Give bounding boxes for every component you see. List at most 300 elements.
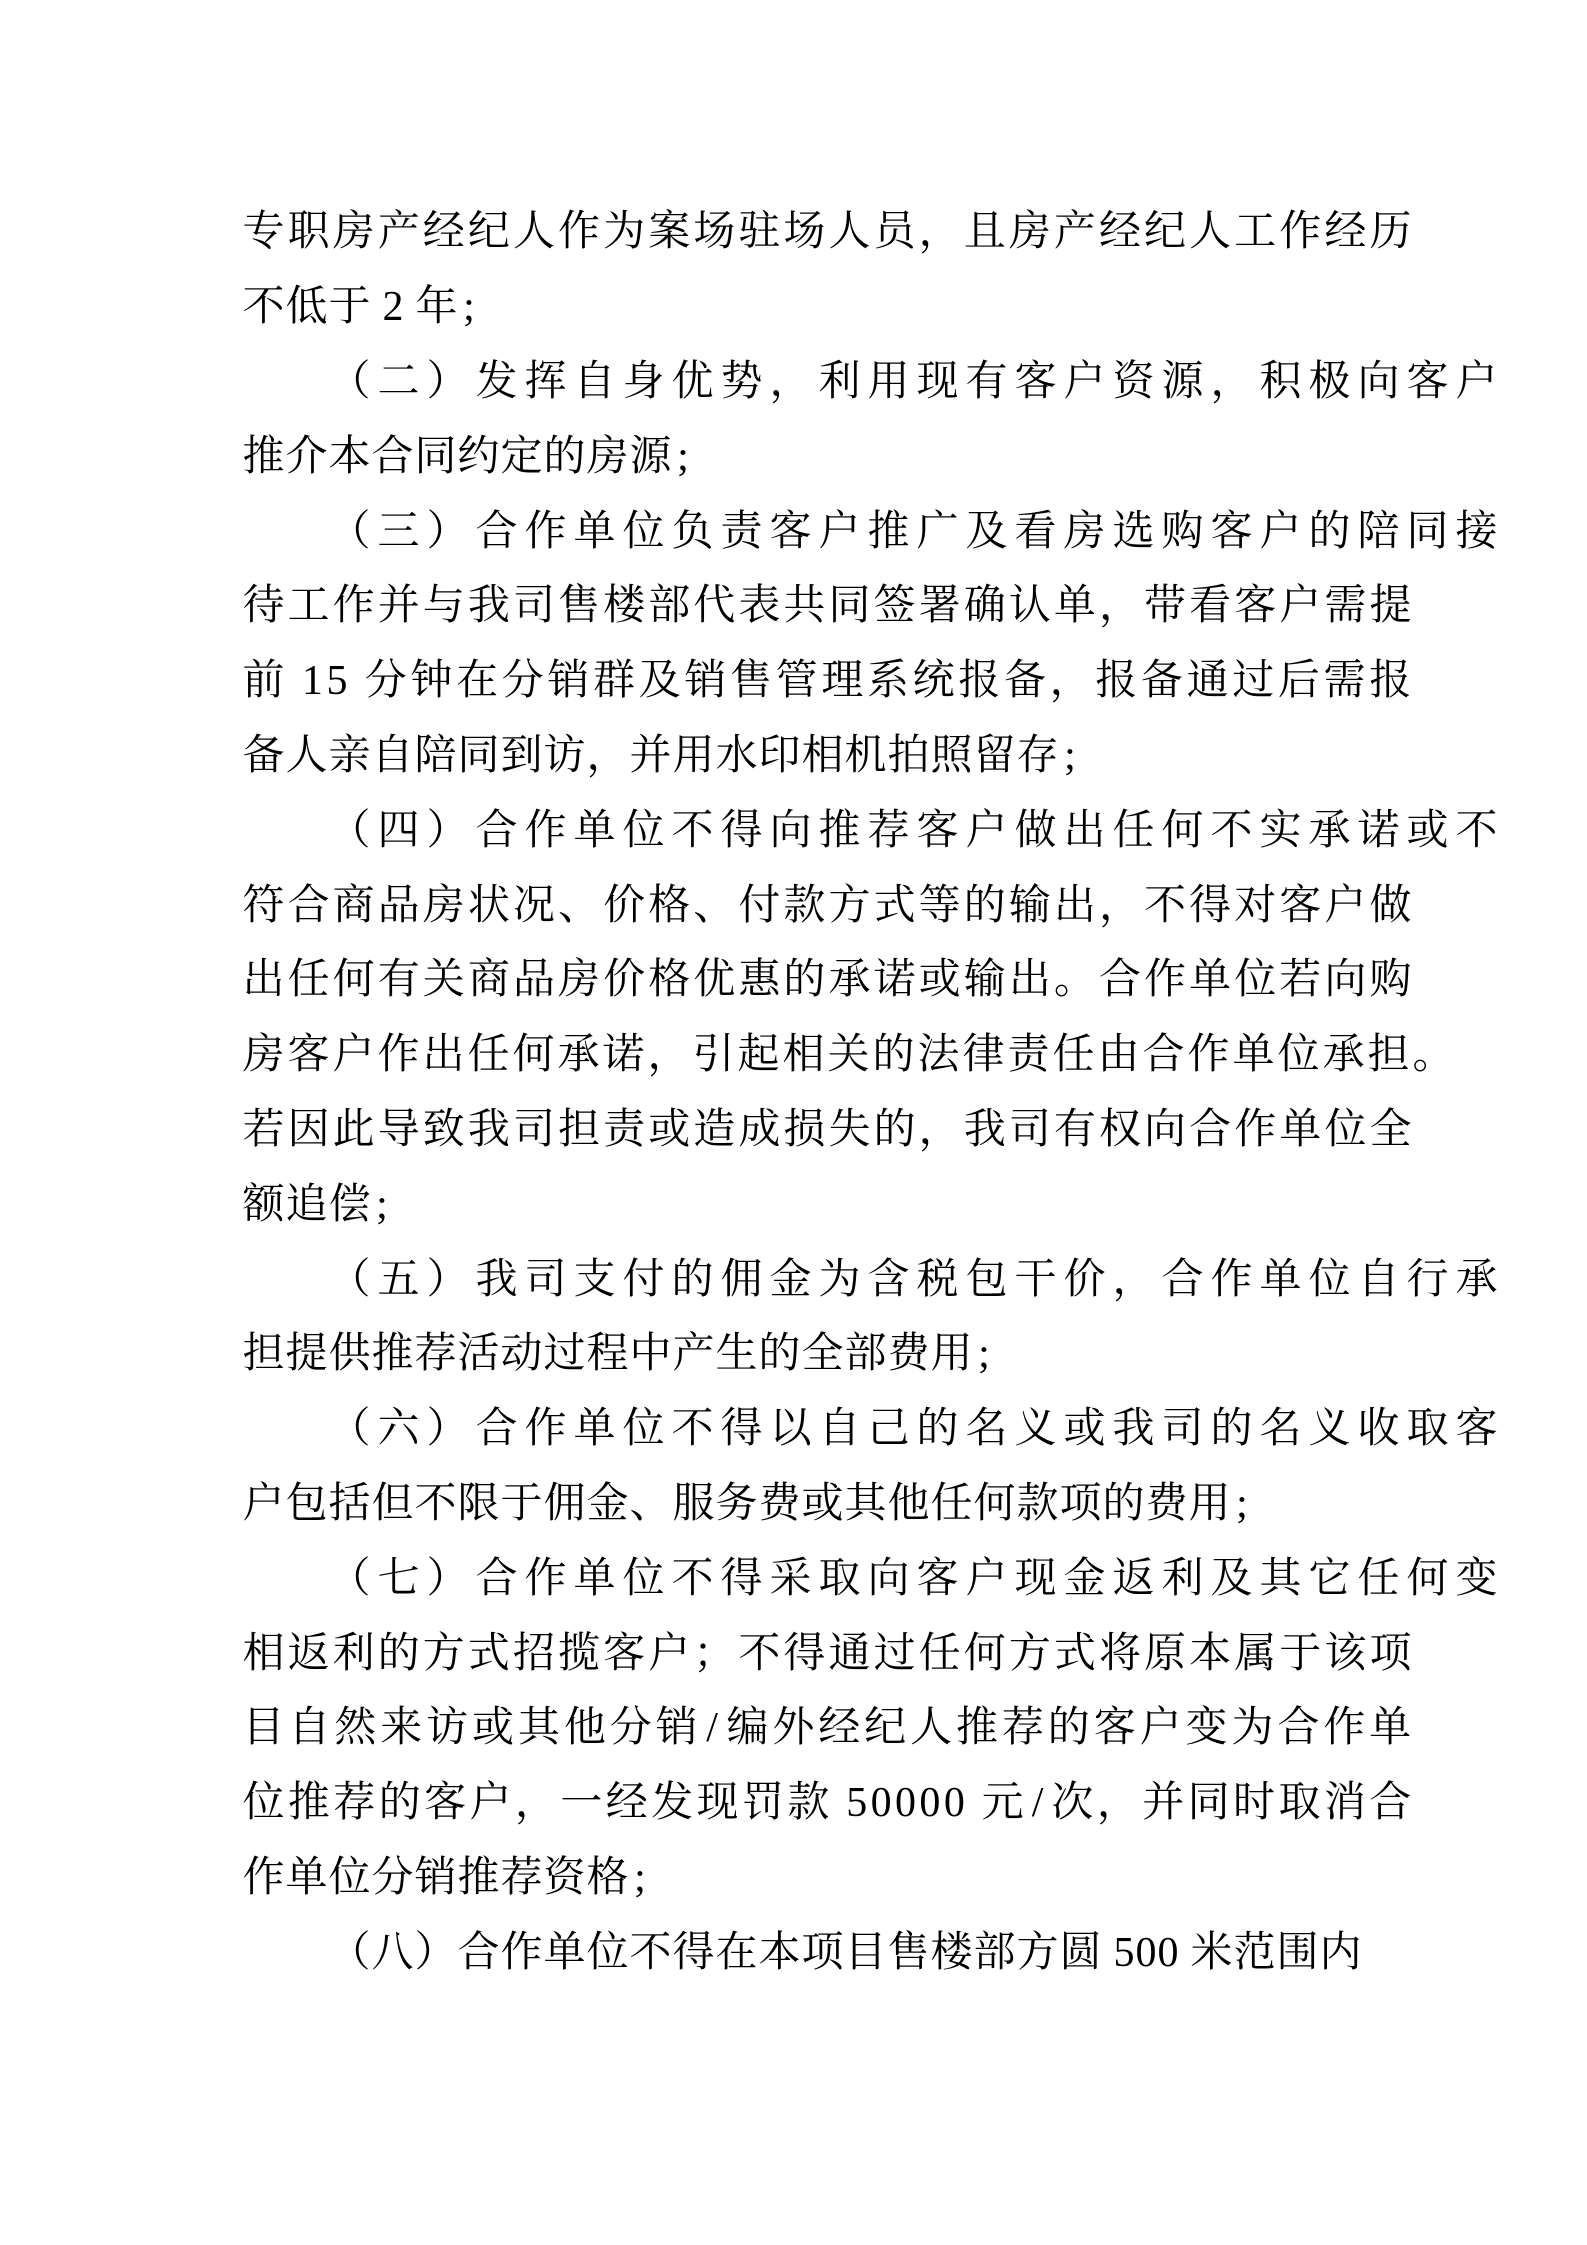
glyph: （ xyxy=(328,1406,371,1453)
glyph: 接 xyxy=(1455,508,1498,555)
glyph: ） xyxy=(426,1406,469,1453)
glyph: 费 xyxy=(1145,1480,1188,1527)
glyph: 八 xyxy=(371,1929,414,1976)
glyph: 推 xyxy=(457,1854,500,1901)
glyph: 的 xyxy=(671,1256,714,1303)
glyph: 不 xyxy=(671,1406,714,1453)
glyph: 理 xyxy=(821,658,864,705)
glyph: 司 xyxy=(512,1106,555,1153)
glyph: 同 xyxy=(828,583,871,630)
glyph: 纪 xyxy=(1144,209,1187,256)
glyph: 出 xyxy=(242,957,285,1004)
glyph: 分 xyxy=(501,658,544,705)
glyph: 荐 xyxy=(867,807,910,854)
glyph: 单 xyxy=(1369,1705,1412,1752)
glyph: ; xyxy=(463,284,475,331)
glyph: 表 xyxy=(738,583,781,630)
glyph: 司 xyxy=(524,1256,567,1303)
glyph: 合 xyxy=(1161,1256,1204,1303)
glyph: 有 xyxy=(377,957,420,1004)
glyph: 员 xyxy=(873,209,916,256)
glyph: 起 xyxy=(737,1032,780,1079)
glyph: 动 xyxy=(500,1331,543,1378)
glyph: 本 xyxy=(328,433,371,480)
glyph: 0 xyxy=(1135,1929,1157,1976)
glyph: 楼 xyxy=(930,1929,973,1976)
glyph: 源 xyxy=(1161,358,1204,405)
glyph: 备 xyxy=(1003,658,1046,705)
glyph: 服 xyxy=(672,1480,715,1527)
text-line xyxy=(242,1093,1412,1168)
glyph: 0 xyxy=(943,1780,965,1827)
glyph: 单 xyxy=(285,1854,328,1901)
glyph: 同 xyxy=(1406,508,1449,555)
glyph: 对 xyxy=(1234,882,1277,929)
glyph: 生 xyxy=(715,1331,758,1378)
glyph: 拍 xyxy=(887,732,930,779)
glyph: 位 xyxy=(1234,957,1277,1004)
glyph: 位 xyxy=(622,1406,665,1453)
glyph: 房 xyxy=(332,209,375,256)
glyph: / xyxy=(1031,1780,1044,1827)
glyph: 追 xyxy=(285,1181,328,1228)
text-line xyxy=(242,868,1412,943)
glyph: 任 xyxy=(1357,1555,1400,1602)
glyph xyxy=(1102,1932,1113,1974)
glyph: 价 xyxy=(603,957,646,1004)
glyph: 单 xyxy=(1279,1106,1322,1153)
glyph: 承 xyxy=(1322,1032,1365,1079)
glyph: 付 xyxy=(738,882,781,929)
glyph: 看 xyxy=(1014,508,1057,555)
glyph: 返 xyxy=(1112,1555,1155,1602)
glyph: 位 xyxy=(1324,1106,1367,1153)
glyph: 群 xyxy=(593,658,636,705)
glyph: 消 xyxy=(1323,1780,1366,1827)
glyph: 圆 xyxy=(1059,1929,1102,1976)
glyph: 出 xyxy=(1063,807,1106,854)
glyph: 合 xyxy=(1142,1032,1185,1079)
glyph: 陪 xyxy=(414,732,457,779)
glyph: 在 xyxy=(715,1929,758,1976)
glyph: 系 xyxy=(866,658,909,705)
glyph: 罚 xyxy=(741,1780,784,1827)
glyph: 任 xyxy=(287,957,330,1004)
glyph: 0 xyxy=(1157,1929,1179,1976)
glyph: 得 xyxy=(720,807,763,854)
glyph: 经 xyxy=(1324,209,1367,256)
glyph: 亲 xyxy=(328,732,371,779)
glyph: 相 xyxy=(242,1630,285,1677)
glyph: 客 xyxy=(916,1555,959,1602)
glyph: 任 xyxy=(1112,807,1155,854)
glyph: 身 xyxy=(622,358,665,405)
text-line xyxy=(242,793,1498,868)
glyph: 印 xyxy=(758,732,801,779)
text-body xyxy=(242,195,1498,1990)
glyph: 户 xyxy=(469,1780,512,1827)
glyph: 房 xyxy=(558,957,601,1004)
glyph: 相 xyxy=(782,1032,825,1079)
glyph: ; xyxy=(1064,732,1076,779)
text-line xyxy=(242,1018,1455,1093)
glyph: 合 xyxy=(457,1929,500,1976)
glyph: 。 xyxy=(1412,1032,1455,1079)
glyph: 作 xyxy=(524,807,567,854)
glyph: 产 xyxy=(1053,209,1096,256)
glyph: 的 xyxy=(872,1032,915,1079)
glyph: 认 xyxy=(1008,583,1051,630)
glyph: 五 xyxy=(377,1256,420,1303)
glyph: 备 xyxy=(1140,658,1183,705)
glyph: 采 xyxy=(769,1555,812,1602)
text-line xyxy=(242,1242,1498,1317)
glyph: 导 xyxy=(377,1106,420,1153)
glyph: ） xyxy=(426,1555,469,1602)
glyph: 需 xyxy=(1324,583,1367,630)
glyph: 荐 xyxy=(333,1780,376,1827)
glyph: 出 xyxy=(1008,957,1051,1004)
glyph: 项 xyxy=(801,1929,844,1976)
text-line xyxy=(242,345,1498,420)
glyph: 客 xyxy=(1210,508,1253,555)
glyph: 向 xyxy=(1324,957,1367,1004)
glyph: 诺 xyxy=(873,957,916,1004)
glyph: 式 xyxy=(467,1630,510,1677)
glyph: 5 xyxy=(326,658,348,705)
glyph: 此 xyxy=(332,1106,375,1153)
glyph: 位 xyxy=(328,1854,371,1901)
glyph: 售 xyxy=(887,1929,930,1976)
glyph: 作 xyxy=(500,1929,543,1976)
glyph: 产 xyxy=(672,1331,715,1378)
glyph: 合 xyxy=(1277,1705,1320,1752)
glyph: ， xyxy=(1098,583,1141,630)
glyph: ; xyxy=(677,433,689,480)
glyph: 分 xyxy=(609,1705,652,1752)
glyph: 作 xyxy=(332,583,375,630)
glyph: 合 xyxy=(287,882,330,929)
glyph: ， xyxy=(1049,658,1092,705)
glyph: 户 xyxy=(965,1555,1008,1602)
glyph: 状 xyxy=(467,882,510,929)
glyph: 单 xyxy=(1232,1032,1275,1079)
glyph: 客 xyxy=(1406,358,1449,405)
glyph: 人 xyxy=(1189,209,1232,256)
glyph: 造 xyxy=(693,1106,736,1153)
glyph: 范 xyxy=(1233,1929,1276,1976)
glyph: 0 xyxy=(870,1780,892,1827)
glyph xyxy=(288,660,299,702)
glyph: 等 xyxy=(918,882,961,929)
glyph: 单 xyxy=(573,1555,616,1602)
glyph: 共 xyxy=(783,583,826,630)
glyph: 位 xyxy=(1277,1032,1320,1079)
glyph: 并 xyxy=(1142,1780,1185,1827)
glyph: 单 xyxy=(1189,957,1232,1004)
glyph: 挥 xyxy=(524,358,567,405)
text-line xyxy=(242,719,1412,794)
glyph: 利 xyxy=(332,1630,375,1677)
glyph: 销 xyxy=(414,1854,457,1901)
glyph: 合 xyxy=(1369,1780,1412,1827)
glyph: 格 xyxy=(648,882,691,929)
glyph: 通 xyxy=(828,1630,871,1677)
glyph: 失 xyxy=(828,1106,871,1153)
glyph: 的 xyxy=(758,1331,801,1378)
glyph: 六 xyxy=(377,1406,420,1453)
glyph: 责 xyxy=(720,508,763,555)
glyph: 限 xyxy=(457,1480,500,1527)
glyph: 过 xyxy=(1232,658,1275,705)
glyph: 本 xyxy=(758,1929,801,1976)
glyph: 机 xyxy=(844,732,887,779)
glyph: 推 xyxy=(242,433,285,480)
glyph: 名 xyxy=(965,1406,1008,1453)
glyph: 三 xyxy=(377,508,420,555)
glyph: 户 xyxy=(965,807,1008,854)
glyph: 5 xyxy=(1113,1929,1135,1976)
glyph: 我 xyxy=(475,1256,518,1303)
glyph: 存 xyxy=(1016,732,1059,779)
glyph: 户 xyxy=(242,1480,285,1527)
glyph: 他 xyxy=(563,1705,606,1752)
glyph: 费 xyxy=(758,1480,801,1527)
text-line xyxy=(242,1317,1412,1392)
glyph: 同 xyxy=(457,732,500,779)
glyph: 5 xyxy=(846,1780,868,1827)
glyph: 报 xyxy=(1369,658,1412,705)
glyph: 时 xyxy=(1233,1780,1276,1827)
glyph: 2 xyxy=(382,284,404,331)
glyph: 的 xyxy=(378,1780,421,1827)
glyph: 纪 xyxy=(864,1705,907,1752)
glyph: 场 xyxy=(693,209,736,256)
glyph: 源 xyxy=(629,433,672,480)
glyph: 支 xyxy=(573,1256,616,1303)
glyph: 其 xyxy=(517,1705,560,1752)
glyph: 资 xyxy=(1112,358,1155,405)
glyph: 户 xyxy=(1324,882,1367,929)
glyph: ; xyxy=(376,1181,388,1228)
glyph: 位 xyxy=(586,1929,629,1976)
text-line xyxy=(242,1766,1412,1841)
glyph: 作 xyxy=(524,1406,567,1453)
glyph: 人 xyxy=(512,209,555,256)
glyph: 符 xyxy=(242,882,285,929)
glyph: 变 xyxy=(1455,1555,1498,1602)
text-line xyxy=(242,494,1498,569)
glyph: 户 xyxy=(1139,1705,1182,1752)
glyph: 发 xyxy=(651,1780,694,1827)
glyph: 或 xyxy=(918,957,961,1004)
glyph: 不 xyxy=(414,1480,457,1527)
glyph: 的 xyxy=(1308,508,1351,555)
glyph: 推 xyxy=(818,807,861,854)
glyph: 或 xyxy=(472,1705,515,1752)
glyph: 七 xyxy=(377,1555,420,1602)
glyph: 0 xyxy=(895,1780,916,1827)
glyph: 关 xyxy=(422,957,465,1004)
glyph: 年 xyxy=(415,284,458,331)
glyph: 取 xyxy=(1406,1406,1449,1453)
glyph: 担 xyxy=(1367,1032,1410,1079)
glyph: 的 xyxy=(1047,1705,1090,1752)
glyph: 单 xyxy=(573,508,616,555)
glyph: 佣 xyxy=(543,1480,586,1527)
glyph: 额 xyxy=(242,1181,285,1228)
glyph: 自 xyxy=(288,1705,331,1752)
glyph: 房 xyxy=(1063,508,1106,555)
glyph: 合 xyxy=(1189,1106,1232,1153)
glyph: 承 xyxy=(1308,807,1351,854)
text-line xyxy=(242,1616,1412,1691)
glyph: 为 xyxy=(818,1256,861,1303)
glyph: 任 xyxy=(918,1630,961,1677)
glyph: 义 xyxy=(1308,1406,1351,1453)
glyph: 介 xyxy=(285,433,328,480)
glyph: 合 xyxy=(475,1555,518,1602)
glyph: 带 xyxy=(1144,583,1187,630)
glyph: 户 xyxy=(332,1032,375,1079)
glyph: 不 xyxy=(671,1555,714,1602)
glyph: 客 xyxy=(1093,1705,1136,1752)
glyph: 留 xyxy=(973,732,1016,779)
glyph: 出 xyxy=(1053,882,1096,929)
glyph: 合 xyxy=(475,1406,518,1453)
glyph: 作 xyxy=(524,508,567,555)
text-line xyxy=(242,1915,1412,1990)
glyph: 引 xyxy=(692,1032,735,1079)
glyph: 提 xyxy=(285,1331,328,1378)
glyph: 代 xyxy=(693,583,736,630)
glyph: 我 xyxy=(467,1106,510,1153)
glyph: 自 xyxy=(573,358,616,405)
glyph: 编 xyxy=(726,1705,769,1752)
glyph xyxy=(351,660,362,702)
glyph: 己 xyxy=(867,1406,910,1453)
glyph: 何 xyxy=(332,957,375,1004)
glyph: 售 xyxy=(730,658,773,705)
glyph: （ xyxy=(328,358,371,405)
glyph: 报 xyxy=(958,658,1001,705)
glyph: 房 xyxy=(1008,209,1051,256)
glyph: 。 xyxy=(1053,957,1096,1004)
glyph: 得 xyxy=(720,1406,763,1453)
glyph: 将 xyxy=(1098,1630,1141,1677)
glyph: 得 xyxy=(1189,882,1232,929)
glyph: 然 xyxy=(334,1705,377,1752)
glyph: 访 xyxy=(543,732,586,779)
glyph: 的 xyxy=(543,433,586,480)
glyph: 经 xyxy=(818,1705,861,1752)
glyph: 本 xyxy=(1189,1630,1232,1677)
glyph xyxy=(968,1782,979,1824)
glyph: ; xyxy=(634,1854,646,1901)
glyph: 它 xyxy=(1308,1555,1351,1602)
glyph: 单 xyxy=(543,1929,586,1976)
glyph: 若 xyxy=(1279,957,1322,1004)
glyph: 自 xyxy=(371,732,414,779)
glyph: 客 xyxy=(916,807,959,854)
glyph: 位 xyxy=(622,1555,665,1602)
glyph: 商 xyxy=(467,957,510,1004)
glyph: （ xyxy=(328,1555,371,1602)
glyph: 司 xyxy=(1161,1406,1204,1453)
glyph: 不 xyxy=(242,284,285,331)
glyph: 、 xyxy=(693,882,736,929)
glyph: 二 xyxy=(377,358,420,405)
glyph: 人 xyxy=(285,732,328,779)
glyph: 优 xyxy=(671,358,714,405)
glyph: 损 xyxy=(783,1106,826,1153)
glyph: 低 xyxy=(285,284,328,331)
glyph: 用 xyxy=(930,1331,973,1378)
glyph: 或 xyxy=(648,1106,691,1153)
glyph: 款 xyxy=(1016,1480,1059,1527)
glyph: 作 xyxy=(524,1555,567,1602)
glyph: 用 xyxy=(867,358,910,405)
glyph: ） xyxy=(426,358,469,405)
glyph: 付 xyxy=(622,1256,665,1303)
glyph: 偿 xyxy=(328,1181,371,1228)
glyph: 其 xyxy=(1259,1555,1302,1602)
glyph: 人 xyxy=(828,209,871,256)
glyph: 署 xyxy=(918,583,961,630)
glyph: 作 xyxy=(558,209,601,256)
glyph: 单 xyxy=(573,1406,616,1453)
glyph: 何 xyxy=(963,1630,1006,1677)
glyph: 致 xyxy=(422,1106,465,1153)
glyph: 原 xyxy=(1144,1630,1187,1677)
glyph: ， xyxy=(918,1106,961,1153)
glyph: 过 xyxy=(873,1630,916,1677)
glyph: 含 xyxy=(867,1256,910,1303)
glyph: 客 xyxy=(1279,882,1322,929)
glyph: 围 xyxy=(1276,1929,1319,1976)
text-line xyxy=(242,195,1412,270)
glyph: 全 xyxy=(801,1331,844,1378)
glyph: 备 xyxy=(242,732,285,779)
glyph: 他 xyxy=(887,1480,930,1527)
glyph: 于 xyxy=(500,1480,543,1527)
glyph: 输 xyxy=(963,957,1006,1004)
glyph: 有 xyxy=(1053,1106,1096,1153)
glyph: 签 xyxy=(873,583,916,630)
glyph: 纪 xyxy=(467,209,510,256)
glyph: ; xyxy=(978,1331,990,1378)
glyph: 过 xyxy=(543,1331,586,1378)
glyph: 律 xyxy=(962,1032,1005,1079)
glyph: 户 xyxy=(818,508,861,555)
glyph: 司 xyxy=(1008,1106,1051,1153)
glyph: 元 xyxy=(981,1780,1024,1827)
text-line xyxy=(242,1691,1412,1766)
glyph: 诺 xyxy=(602,1032,645,1079)
glyph: 极 xyxy=(1308,358,1351,405)
glyph: 客 xyxy=(1014,358,1057,405)
glyph: 及 xyxy=(965,508,1008,555)
glyph: 前 xyxy=(242,658,285,705)
glyph: 户 xyxy=(1455,358,1498,405)
glyph: 收 xyxy=(1357,1406,1400,1453)
glyph: 任 xyxy=(1052,1032,1095,1079)
glyph: 户 xyxy=(648,1630,691,1677)
glyph: 、 xyxy=(629,1480,672,1527)
glyph: 发 xyxy=(475,358,518,405)
glyph: 选 xyxy=(1112,508,1155,555)
glyph: 变 xyxy=(1185,1705,1228,1752)
